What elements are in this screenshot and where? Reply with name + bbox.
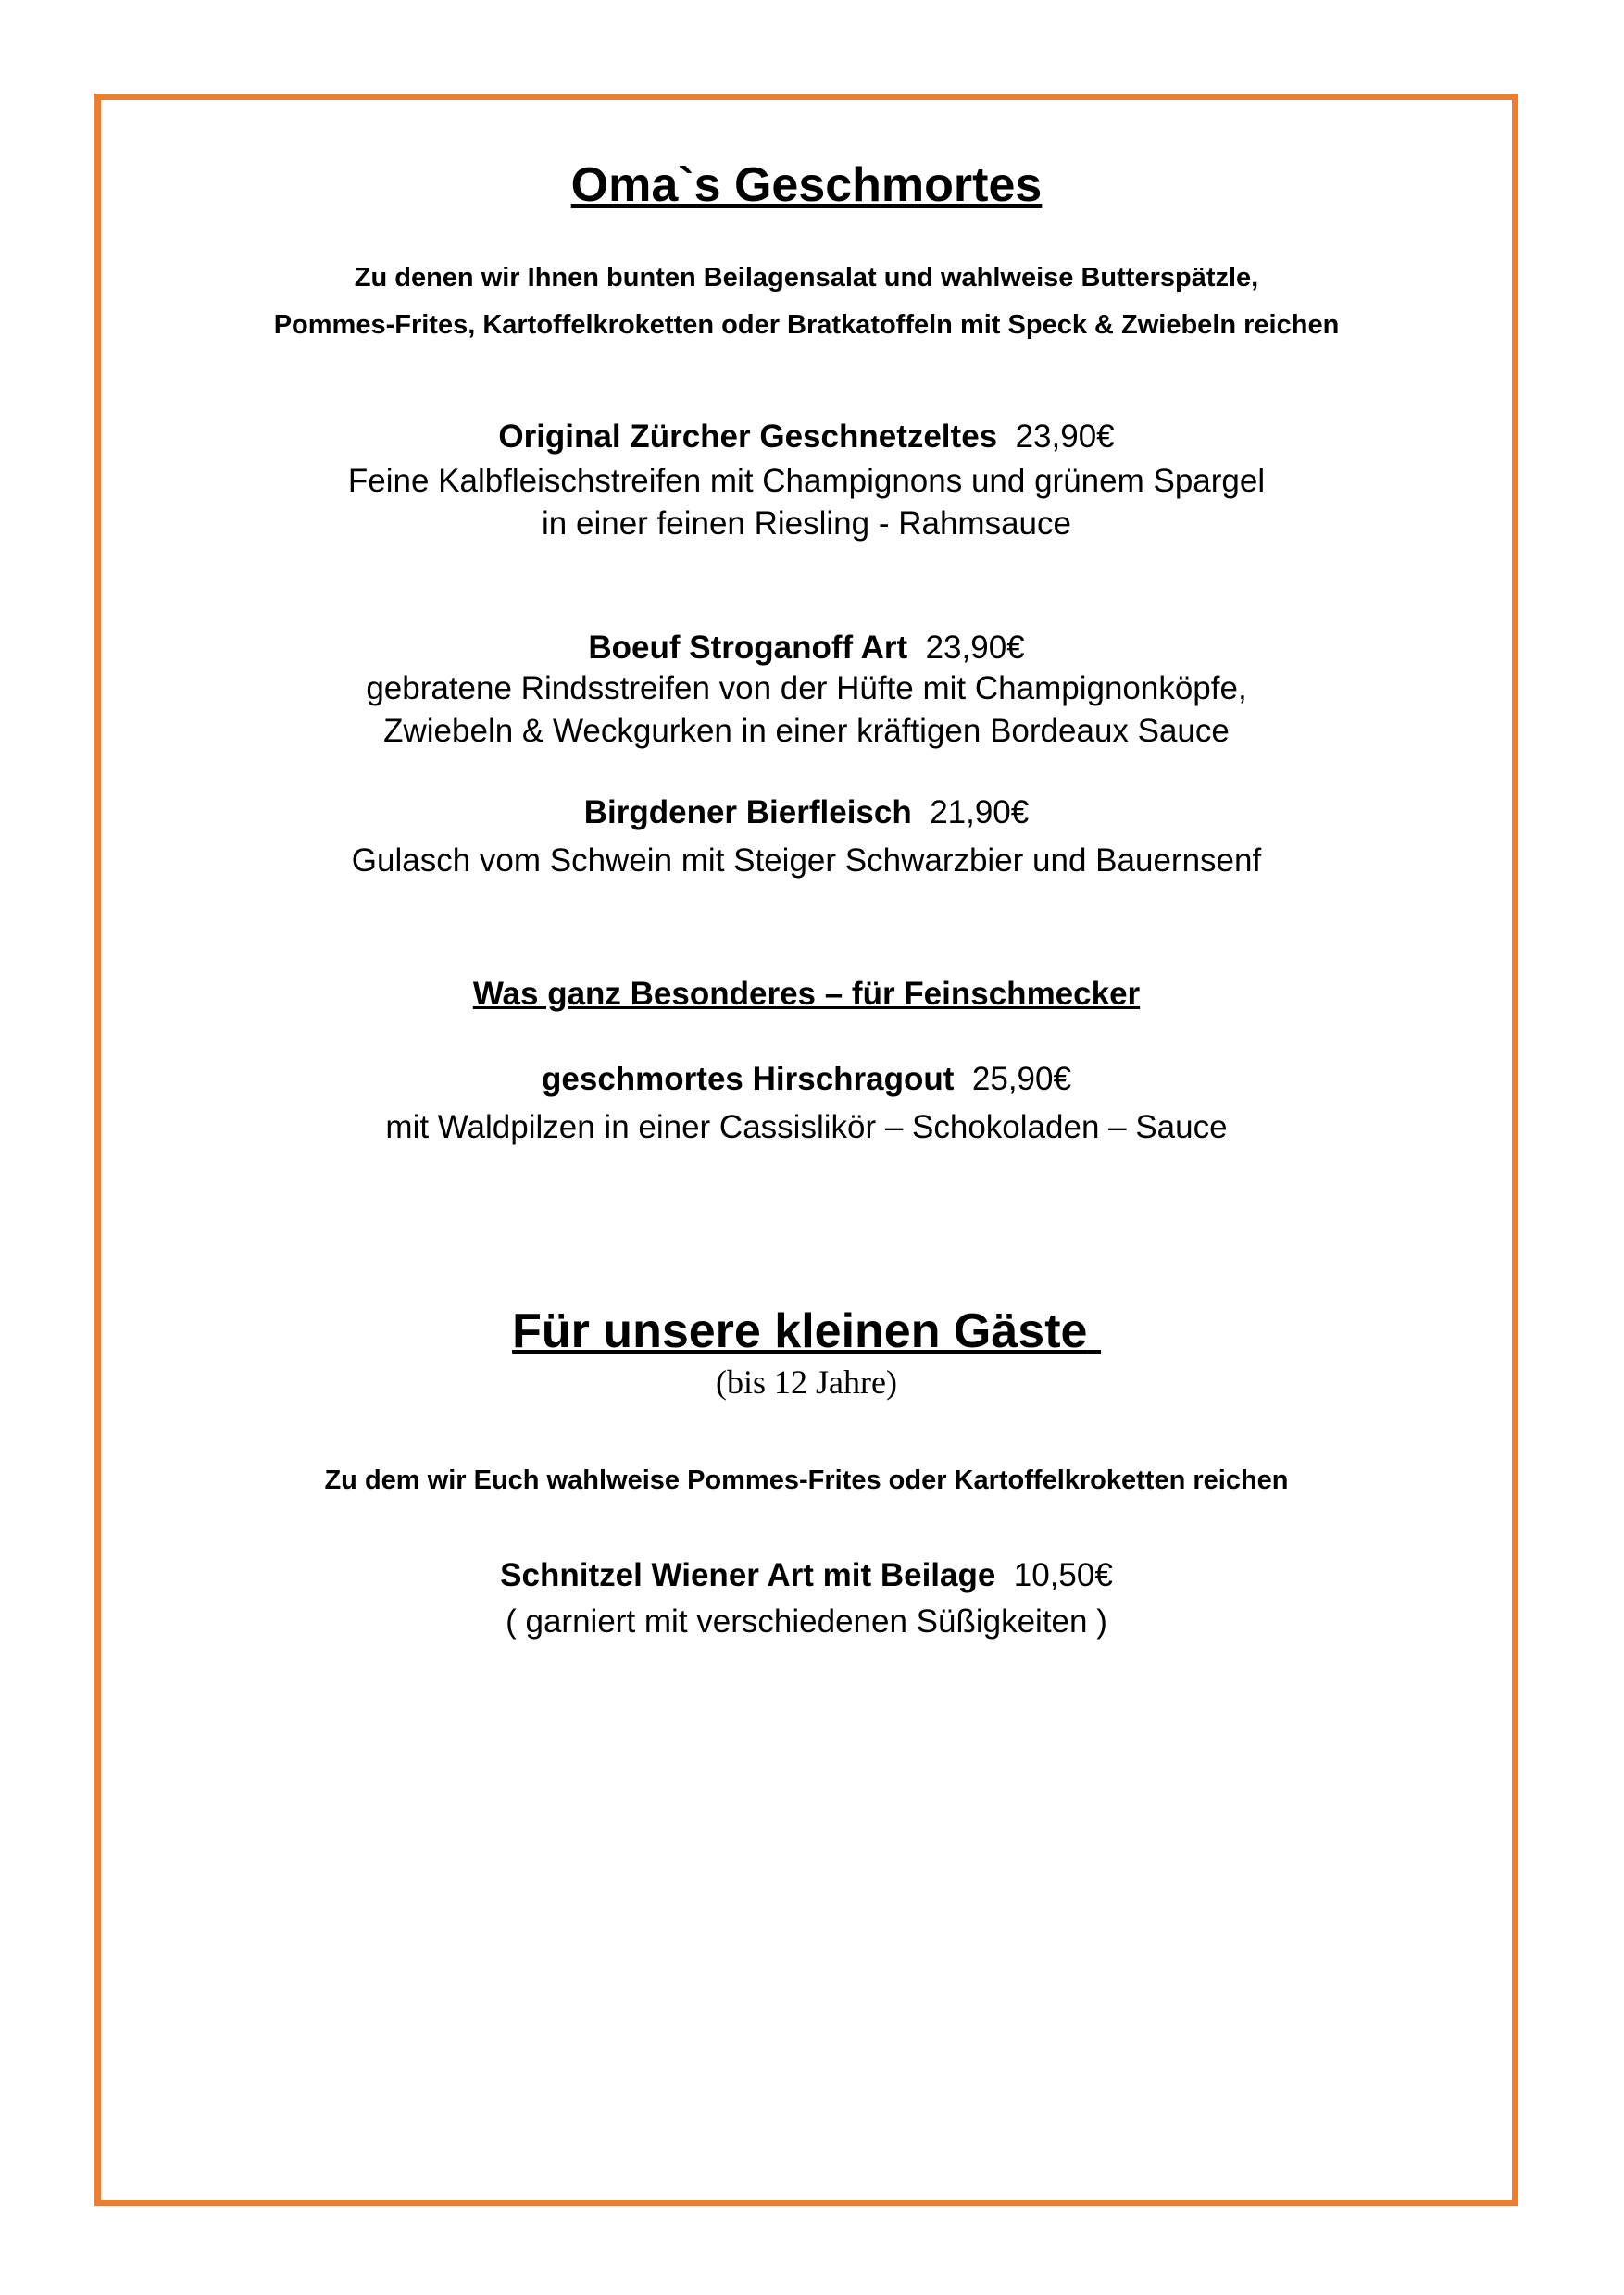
dish-description-line: Feine Kalbfleischstreifen mit Champignons und grünem Spargel xyxy=(347,463,1266,499)
dish-title-zuercher xyxy=(94,418,1518,455)
section-intro-line: Zu dem wir Euch wahlweise Pommes-Frites oder Kartoffelkroketten reichen xyxy=(324,1466,1289,1495)
dish-price: 25,90€ xyxy=(971,1061,1071,1097)
section-title-text: Für unsere kleinen Gäste xyxy=(512,1304,1088,1358)
dish-price: 23,90€ xyxy=(925,630,1025,666)
dish-title-bierfleisch xyxy=(94,794,1518,831)
section-intro-line-1: Zu denen wir Ihnen bunten Beilagensalat und wahlweise Butterspätzle, xyxy=(354,263,1259,293)
dish-description-line: Zwiebeln & Weckgurken in einer kräftigen Bordeaux Sauce xyxy=(383,713,1230,749)
dish-name: Original Zürcher Geschnetzeltes xyxy=(498,418,998,455)
dish-price: 10,50€ xyxy=(1013,1557,1113,1593)
dish-title-hirschragout xyxy=(94,1061,1518,1098)
dish-description-line: mit Waldpilzen in einer Cassislikör – Schokoladen – Sauce xyxy=(385,1109,1228,1145)
menu-frame xyxy=(94,94,1518,2206)
dish-description-line: ( garniert mit verschiedenen Süßigkeiten ) xyxy=(506,1603,1107,1640)
dish-title-stroganoff xyxy=(94,630,1518,667)
section-title-geschmortes: Oma`s Geschmortes xyxy=(570,158,1043,212)
dish-title-schnitzel xyxy=(94,1557,1518,1594)
dish-price: 23,90€ xyxy=(1015,418,1115,455)
dish-name: Birgdener Bierfleisch xyxy=(583,794,912,830)
dish-description-line: gebratene Rindsstreifen von der Hüfte mit Champignonköpfe, xyxy=(366,670,1247,706)
dish-name: Schnitzel Wiener Art mit Beilage xyxy=(500,1557,996,1593)
dish-description-line: in einer feinen Riesling - Rahmsauce xyxy=(542,505,1071,542)
section-title-kinder xyxy=(94,1303,1518,1359)
dish-name: geschmortes Hirschragout xyxy=(542,1061,955,1097)
dish-description-line: Gulasch vom Schwein mit Steiger Schwarzbier und Bauernsenf xyxy=(351,842,1262,879)
special-heading: Was ganz Besonderes – für Feinschmecker xyxy=(472,976,1141,1012)
dish-price: 21,90€ xyxy=(930,794,1030,830)
age-note: (bis 12 Jahre) xyxy=(716,1364,897,1401)
dish-name: Boeuf Stroganoff Art xyxy=(588,630,908,666)
section-intro-line-2: Pommes-Frites, Kartoffelkroketten oder Bratkatoffeln mit Speck & Zwiebeln reichen xyxy=(273,310,1340,340)
